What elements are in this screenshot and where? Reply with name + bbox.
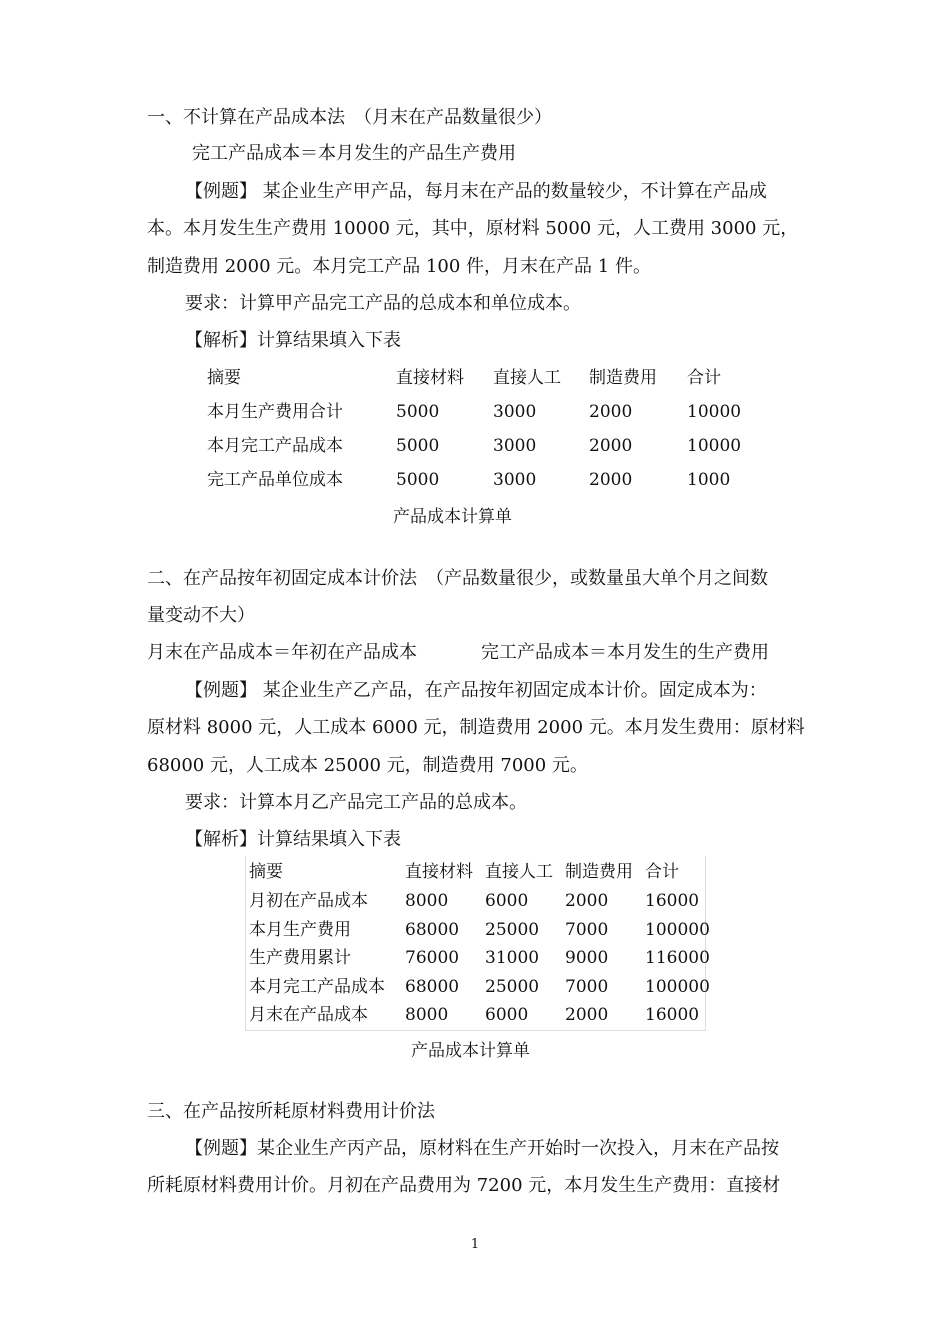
table-cell: 76000 <box>405 948 460 968</box>
table-cell: 本月生产费用合计 <box>207 402 343 422</box>
table-cell: 8000 <box>405 1005 449 1025</box>
table-cell: 5000 <box>396 470 440 490</box>
table-header-cell: 直接人工 <box>485 862 553 882</box>
table-cell: 25000 <box>485 920 540 940</box>
table-cell: 5000 <box>396 402 440 422</box>
section2-requirement: 要求：计算本月乙产品完工产品的总成本。 <box>185 792 527 813</box>
table-cell: 月初在产品成本 <box>249 891 368 911</box>
section1-heading: 一、不计算在产品成本法 （月末在产品数量很少） <box>147 107 552 128</box>
table-header-cell: 直接材料 <box>405 862 473 882</box>
table-header-cell: 制造费用 <box>589 368 657 388</box>
table-cell: 5000 <box>396 436 440 456</box>
table-cell: 2000 <box>589 436 633 456</box>
section1-example-line-1: 【例题】 某企业生产甲产品，每月末在产品的数量较少，不计算在产品成 <box>185 181 767 202</box>
table-cell: 100000 <box>645 977 710 997</box>
table-cell: 6000 <box>485 891 529 911</box>
section3-example-line-2: 所耗原材料费用计价。月初在产品费用为 7200 元，本月发生生产费用：直接材 <box>147 1175 781 1196</box>
section2-analysis: 【解析】计算结果填入下表 <box>185 829 401 850</box>
table-cell: 9000 <box>565 948 609 968</box>
table-cell: 2000 <box>565 891 609 911</box>
section1-analysis: 【解析】计算结果填入下表 <box>185 330 401 351</box>
section2-example-line-2: 原材料 8000 元，人工成本 6000 元，制造费用 2000 元。本月发生费用：原材料 <box>147 717 805 738</box>
table-cell: 16000 <box>645 891 700 911</box>
section2-example-line-1: 【例题】 某企业生产乙产品，在产品按年初固定成本计价。固定成本为： <box>185 680 767 701</box>
table-header-cell: 合计 <box>687 368 721 388</box>
table-cell: 生产费用累计 <box>249 948 351 968</box>
table-cell: 3000 <box>493 470 537 490</box>
table-cell: 25000 <box>485 977 540 997</box>
table-cell: 本月生产费用 <box>249 920 351 940</box>
table-cell: 116000 <box>645 948 710 968</box>
table-cell: 本月完工产品成本 <box>249 977 385 997</box>
section3-heading: 三、在产品按所耗原材料费用计价法 <box>147 1101 435 1122</box>
table-cell: 7000 <box>565 977 609 997</box>
section2-formula-right: 完工产品成本＝本月发生的生产费用 <box>481 642 769 663</box>
table-cell: 3000 <box>493 402 537 422</box>
table-cell: 31000 <box>485 948 540 968</box>
page-number: 1 <box>470 1237 480 1252</box>
table-cell: 10000 <box>687 436 742 456</box>
section1-formula: 完工产品成本＝本月发生的产品生产费用 <box>192 143 516 164</box>
table-cell: 2000 <box>589 470 633 490</box>
table-cell: 月末在产品成本 <box>249 1005 368 1025</box>
section1-table-caption: 产品成本计算单 <box>393 507 512 527</box>
table-header-cell: 直接材料 <box>396 368 464 388</box>
section1-example-line-3: 制造费用 2000 元。本月完工产品 100 件，月末在产品 1 件。 <box>147 256 651 277</box>
table-cell: 16000 <box>645 1005 700 1025</box>
table-header-cell: 合计 <box>645 862 679 882</box>
table-cell: 68000 <box>405 977 460 997</box>
table-cell: 本月完工产品成本 <box>207 436 343 456</box>
table-cell: 3000 <box>493 436 537 456</box>
table-cell: 7000 <box>565 920 609 940</box>
table-header-cell: 直接人工 <box>493 368 561 388</box>
table-cell: 100000 <box>645 920 710 940</box>
table-cell: 完工产品单位成本 <box>207 470 343 490</box>
section1-example-line-2: 本。本月发生生产费用 10000 元，其中，原材料 5000 元，人工费用 3000 元， <box>147 218 799 239</box>
section2-formula-left: 月末在产品成本＝年初在产品成本 <box>147 642 417 663</box>
section2-table-caption: 产品成本计算单 <box>411 1041 530 1061</box>
table-cell: 68000 <box>405 920 460 940</box>
section3-example-line-1: 【例题】某企业生产丙产品，原材料在生产开始时一次投入，月末在产品按 <box>185 1138 779 1159</box>
section2-heading-line-2: 量变动不大） <box>147 605 255 626</box>
table-cell: 2000 <box>589 402 633 422</box>
table-header-cell: 制造费用 <box>565 862 633 882</box>
section2-example-line-3: 68000 元，人工成本 25000 元，制造费用 7000 元。 <box>147 755 588 776</box>
table-header-cell: 摘要 <box>207 368 241 388</box>
table-cell: 1000 <box>687 470 731 490</box>
table-cell: 6000 <box>485 1005 529 1025</box>
section1-requirement: 要求：计算甲产品完工产品的总成本和单位成本。 <box>185 293 581 314</box>
table-header-cell: 摘要 <box>249 862 283 882</box>
table-cell: 2000 <box>565 1005 609 1025</box>
table-cell: 8000 <box>405 891 449 911</box>
section2-heading-line-1: 二、在产品按年初固定成本计价法 （产品数量很少，或数量虽大单个月之间数 <box>147 568 768 589</box>
table-cell: 10000 <box>687 402 742 422</box>
